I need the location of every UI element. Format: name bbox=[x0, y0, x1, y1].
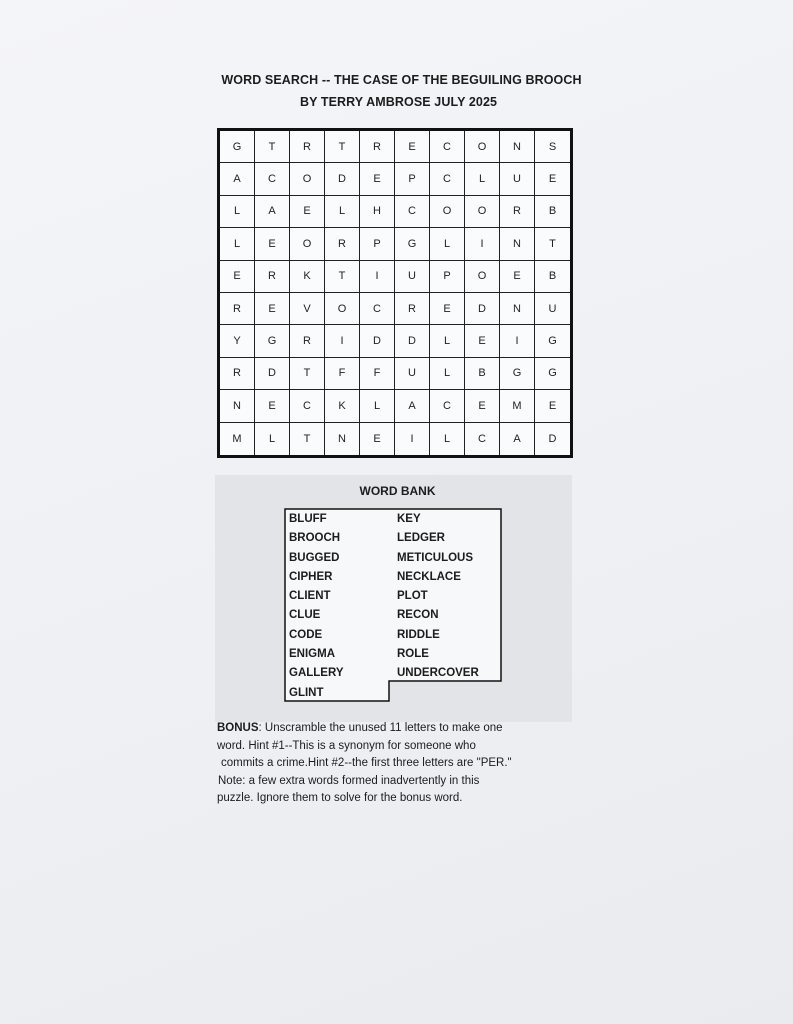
grid-cell: B bbox=[465, 358, 500, 390]
grid-cell: B bbox=[535, 196, 570, 228]
word-search-grid bbox=[217, 128, 573, 458]
grid-cell: C bbox=[395, 196, 430, 228]
grid-cell: L bbox=[255, 423, 290, 455]
grid-cell: H bbox=[360, 196, 395, 228]
word-bank-entry: CODE bbox=[289, 628, 323, 641]
grid-cell: K bbox=[290, 261, 325, 293]
grid-cell: T bbox=[255, 131, 290, 163]
grid-cell: A bbox=[255, 196, 290, 228]
grid-cell: G bbox=[500, 358, 535, 390]
word-bank-entry: CIPHER bbox=[289, 570, 333, 583]
grid-cell: D bbox=[360, 325, 395, 357]
grid-cell: B bbox=[535, 261, 570, 293]
bonus-text: : Unscramble the unused 11 letters to make one bbox=[258, 722, 503, 734]
bonus-label: BONUS bbox=[217, 722, 259, 734]
word-bank-entry: GLINT bbox=[289, 686, 324, 699]
grid-cell: O bbox=[465, 196, 500, 228]
grid-cell: N bbox=[500, 228, 535, 260]
grid-cell: L bbox=[465, 163, 500, 195]
grid-cell: E bbox=[290, 196, 325, 228]
grid-cell: L bbox=[360, 390, 395, 422]
bonus-line-1 bbox=[217, 720, 577, 738]
grid-cell: T bbox=[290, 423, 325, 455]
bonus-line-2: word. Hint #1--This is a synonym for someone who bbox=[217, 739, 476, 752]
grid-cell: D bbox=[395, 325, 430, 357]
grid-cell: A bbox=[395, 390, 430, 422]
word-bank-entry: CLUE bbox=[289, 609, 321, 622]
grid-cell: F bbox=[360, 358, 395, 390]
grid-cell: E bbox=[255, 228, 290, 260]
grid-cell: R bbox=[220, 358, 255, 390]
grid-cell: O bbox=[430, 196, 465, 228]
grid-cell: D bbox=[255, 358, 290, 390]
grid-cell: U bbox=[535, 293, 570, 325]
grid-cell: E bbox=[220, 261, 255, 293]
word-bank-entry: RIDDLE bbox=[397, 628, 440, 641]
grid-cell: C bbox=[360, 293, 395, 325]
grid-cell: T bbox=[290, 358, 325, 390]
grid-cell: G bbox=[220, 131, 255, 163]
grid-cell: N bbox=[325, 423, 360, 455]
puzzle-byline: BY TERRY AMBROSE JULY 2025 bbox=[299, 95, 498, 109]
grid-cell: I bbox=[360, 261, 395, 293]
grid-cell: E bbox=[535, 390, 570, 422]
grid-cell: K bbox=[325, 390, 360, 422]
bonus-line-4: Note: a few extra words formed inadvertently in this bbox=[218, 774, 480, 787]
grid-cell: D bbox=[548, 432, 557, 445]
grid-cell: R bbox=[360, 131, 395, 163]
grid-cell: L bbox=[220, 196, 255, 228]
word-bank-entry: METICULOUS bbox=[397, 551, 474, 564]
grid-cell: F bbox=[325, 358, 360, 390]
word-bank-entry: UNDERCOVER bbox=[397, 667, 479, 680]
grid-cell: N bbox=[500, 131, 535, 163]
grid-cell: L bbox=[220, 228, 255, 260]
grid-cell: R bbox=[255, 261, 290, 293]
grid-cell: M bbox=[220, 423, 255, 455]
grid-cell: E bbox=[535, 163, 570, 195]
word-bank-column-1 bbox=[289, 511, 344, 704]
grid-cell: C bbox=[465, 423, 500, 455]
grid-cell: G bbox=[535, 325, 570, 357]
grid-cell: O bbox=[290, 163, 325, 195]
grid-cell: G bbox=[255, 325, 290, 357]
grid-cell: I bbox=[465, 228, 500, 260]
word-bank-entry: GALLERY bbox=[289, 667, 344, 680]
grid-cell: O bbox=[465, 261, 500, 293]
grid-cell: I bbox=[395, 423, 430, 455]
grid-cell: E bbox=[465, 390, 500, 422]
grid-cell: C bbox=[255, 163, 290, 195]
grid-cell: O bbox=[325, 293, 360, 325]
word-bank-entry: CLIENT bbox=[289, 590, 331, 603]
word-bank-column-2 bbox=[397, 511, 479, 685]
grid-cell: S bbox=[535, 131, 570, 163]
word-bank-entry: NECKLACE bbox=[397, 570, 461, 583]
grid-cell: E bbox=[500, 261, 535, 293]
grid-cell: D bbox=[325, 163, 360, 195]
grid-cell: U bbox=[395, 261, 430, 293]
bonus-line-5: puzzle. Ignore them to solve for the bonus word. bbox=[217, 792, 463, 804]
grid-cell: L bbox=[430, 228, 465, 260]
grid-cell: C bbox=[430, 390, 465, 422]
word-bank-entry: RECON bbox=[397, 609, 439, 622]
grid-cell: R bbox=[220, 293, 255, 325]
grid-cell: L bbox=[430, 423, 465, 455]
grid-cell: I bbox=[500, 325, 535, 357]
word-bank-entry: ENIGMA bbox=[289, 648, 335, 661]
word-bank-entry: ROLE bbox=[397, 648, 429, 661]
grid-cell: U bbox=[395, 358, 430, 390]
grid-cell: E bbox=[360, 423, 395, 455]
word-bank-entry: PLOT bbox=[397, 590, 428, 603]
grid-cell: C bbox=[430, 131, 465, 163]
grid-cell: P bbox=[360, 228, 395, 260]
grid-cell: G bbox=[395, 228, 430, 260]
grid-cell: U bbox=[500, 163, 535, 195]
grid-cell: C bbox=[430, 163, 465, 195]
grid-cell: V bbox=[290, 293, 325, 325]
grid-cell: O bbox=[290, 228, 325, 260]
grid-cell: A bbox=[500, 423, 535, 455]
grid-cell: N bbox=[500, 293, 535, 325]
grid-cell: R bbox=[325, 228, 360, 260]
grid-cell: O bbox=[465, 131, 500, 163]
grid-cell: M bbox=[500, 390, 535, 422]
word-bank-entry: KEY bbox=[397, 513, 421, 525]
grid-cell: T bbox=[535, 228, 570, 260]
grid-cell: E bbox=[430, 293, 465, 325]
grid-cell: E bbox=[360, 163, 395, 195]
grid-cell: L bbox=[325, 196, 360, 228]
grid-cell: L bbox=[430, 325, 465, 357]
grid-cell: R bbox=[500, 196, 535, 228]
grid-cell: R bbox=[290, 325, 325, 357]
grid-cell: P bbox=[430, 261, 465, 293]
grid-cell: T bbox=[325, 131, 360, 163]
grid-cell: C bbox=[290, 390, 325, 422]
grid-cell: E bbox=[255, 390, 290, 422]
grid-cell: R bbox=[395, 293, 430, 325]
word-bank-entry: BLUFF bbox=[289, 513, 327, 525]
grid-cell: G bbox=[535, 358, 570, 390]
grid-cell: D bbox=[465, 293, 500, 325]
bonus-instructions bbox=[217, 720, 577, 808]
word-bank-entry: LEDGER bbox=[397, 532, 445, 545]
grid-cell: E bbox=[395, 131, 430, 163]
word-bank-entry: BUGGED bbox=[289, 551, 340, 564]
grid-cell: P bbox=[395, 163, 430, 195]
bonus-line-3: commits a crime.Hint #2--the first three letters are "PER." bbox=[221, 757, 512, 769]
grid-cell: A bbox=[220, 163, 255, 195]
grid-cell: Y bbox=[220, 325, 255, 357]
word-bank-entry: BROOCH bbox=[289, 532, 341, 545]
grid-cell: T bbox=[325, 261, 360, 293]
grid-cell: I bbox=[325, 325, 360, 357]
grid-cell: E bbox=[465, 325, 500, 357]
grid-cell: E bbox=[255, 293, 290, 325]
grid-cell: R bbox=[290, 131, 325, 163]
word-bank-title: WORD BANK bbox=[359, 484, 436, 498]
puzzle-title: WORD SEARCH -- THE CASE OF THE BEGUILING BROOCH bbox=[221, 73, 582, 87]
grid-cell: N bbox=[220, 390, 255, 422]
grid-cell: L bbox=[430, 358, 465, 390]
